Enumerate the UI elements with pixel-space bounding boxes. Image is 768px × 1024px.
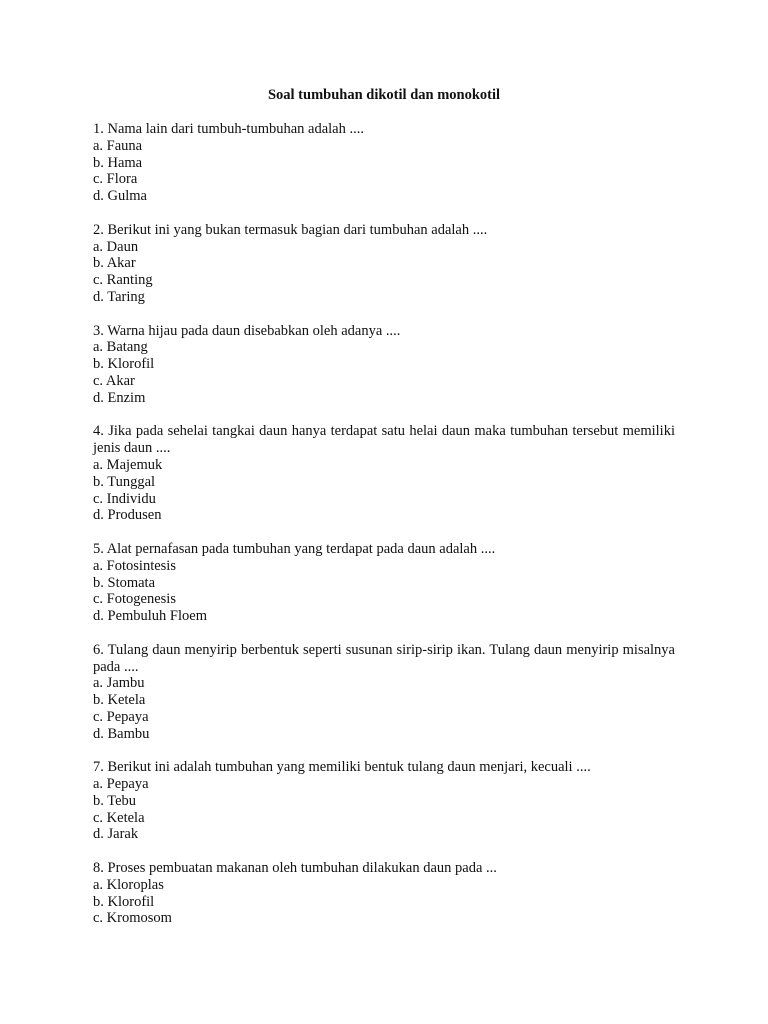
option-d: d. Gulma bbox=[93, 188, 147, 205]
question-text: 6. Tulang daun menyirip berbentuk seperti susunan sirip-sirip ikan. Tulang daun menyirip misalnya pada .... bbox=[93, 641, 675, 675]
option-b: b. Tunggal bbox=[93, 473, 156, 490]
option-b: b. Klorofil bbox=[93, 893, 155, 910]
option-b: b. Tebu bbox=[93, 792, 137, 809]
option-b: b. Klorofil bbox=[93, 356, 155, 373]
document-title: Soal tumbuhan dikotil dan monokotil bbox=[267, 87, 501, 103]
question-text: 7. Berikut ini adalah tumbuhan yang memiliki bentuk tulang daun menjari, kecuali .... bbox=[93, 759, 591, 776]
question-list bbox=[93, 121, 675, 944]
option-c: c. Individu bbox=[93, 490, 156, 507]
option-b: b. Akar bbox=[93, 255, 136, 272]
question-text: 1. Nama lain dari tumbuh-tumbuhan adalah .... bbox=[93, 121, 364, 137]
question-8 bbox=[93, 860, 675, 927]
option-c: c. Pepaya bbox=[93, 708, 149, 725]
option-d: d. Produsen bbox=[93, 507, 162, 524]
option-a: a. Majemuk bbox=[93, 456, 163, 473]
question-6 bbox=[93, 642, 675, 743]
option-b: b. Stomata bbox=[93, 574, 156, 591]
option-a: a. Fotosintesis bbox=[93, 557, 176, 574]
option-d: d. Bambu bbox=[93, 725, 150, 742]
question-1 bbox=[93, 121, 675, 205]
option-c: c. Akar bbox=[93, 372, 135, 389]
question-text: 5. Alat pernafasan pada tumbuhan yang terdapat pada daun adalah .... bbox=[93, 540, 496, 557]
question-7 bbox=[93, 759, 675, 843]
option-c: c. Flora bbox=[93, 171, 138, 188]
option-c: c. Kromosom bbox=[93, 910, 172, 927]
option-d: d. Taring bbox=[93, 288, 145, 305]
question-3 bbox=[93, 323, 675, 407]
option-a: a. Fauna bbox=[93, 137, 143, 154]
question-5 bbox=[93, 541, 675, 625]
option-b: b. Hama bbox=[93, 154, 143, 171]
question-4 bbox=[93, 423, 675, 524]
option-d: d. Enzim bbox=[93, 389, 146, 406]
option-a: a. Daun bbox=[93, 238, 139, 255]
option-c: c. Fotogenesis bbox=[93, 591, 176, 608]
option-d: d. Jarak bbox=[93, 826, 139, 843]
question-text: 3. Warna hijau pada daun disebabkan oleh adanya .... bbox=[93, 322, 401, 339]
option-a: a. Batang bbox=[93, 339, 148, 356]
option-c: c. Ketela bbox=[93, 809, 145, 826]
option-b: b. Ketela bbox=[93, 692, 146, 709]
question-2 bbox=[93, 222, 675, 306]
option-a: a. Kloroplas bbox=[93, 876, 164, 893]
option-d: d. Pembuluh Floem bbox=[93, 608, 207, 625]
question-text: 2. Berikut ini yang bukan termasuk bagian dari tumbuhan adalah .... bbox=[93, 221, 488, 238]
question-text: 8. Proses pembuatan makanan oleh tumbuhan dilakukan daun pada ... bbox=[93, 860, 497, 877]
option-a: a. Jambu bbox=[93, 675, 145, 692]
question-text: 4. Jika pada sehelai tangkai daun hanya terdapat satu helai daun maka tumbuhan tersebut memiliki jenis daun .... bbox=[93, 423, 675, 457]
option-a: a. Pepaya bbox=[93, 776, 149, 793]
option-c: c. Ranting bbox=[93, 272, 153, 289]
